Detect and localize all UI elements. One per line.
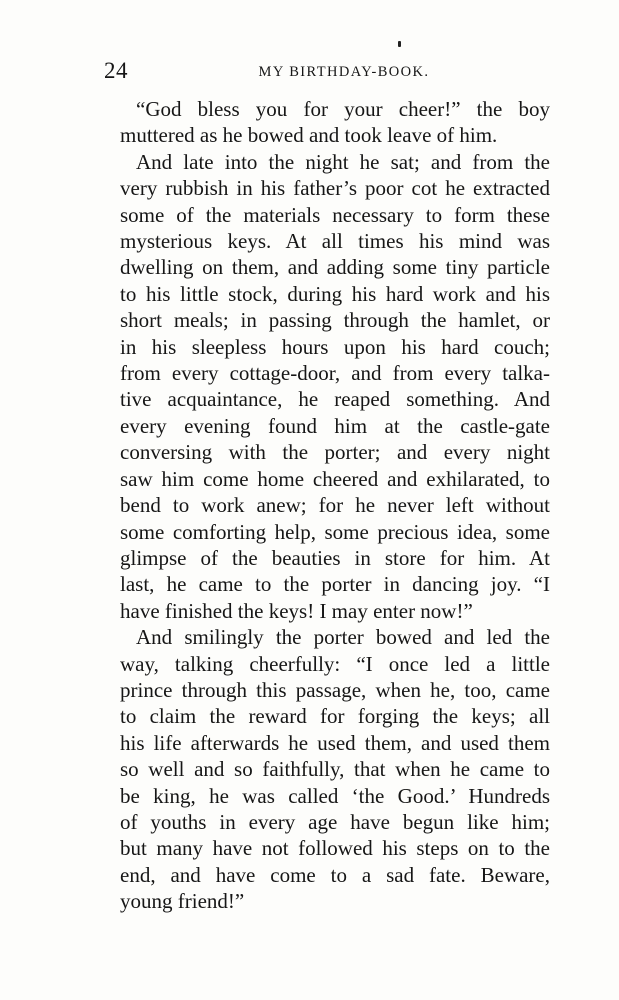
text-line: short meals; in passing through the hamlet, or [120, 308, 550, 333]
text-line: muttered as he bowed and took leave of him. [120, 123, 498, 148]
text-line: some of the materials necessary to form these [120, 202, 550, 227]
text-line: to claim the reward for forging the keys; all [120, 704, 550, 729]
text-line: from every cottage-door, and from every talka- [120, 361, 550, 386]
text-line: so well and so faithfully, that when he came to [120, 757, 550, 782]
text-line: And smilingly the porter bowed and led the [136, 625, 550, 650]
text-line: young friend!” [120, 889, 245, 914]
text-line: very rubbish in his father’s poor cot he extracted [120, 176, 550, 201]
text-line: every evening found him at the castle-gate [120, 413, 550, 438]
page-number: 24 [104, 58, 128, 83]
text-line: “God bless you for your cheer!” the boy [136, 97, 550, 121]
text-line: bend to work anew; for he never left without [120, 493, 550, 518]
paragraph-3 [104, 624, 550, 914]
text-line: prince through this passage, when he, too, came [120, 677, 550, 702]
body-text [104, 96, 550, 915]
text-line: but many have not followed his steps on to the [120, 836, 550, 861]
text-line: last, he came to the porter in dancing joy. “I [120, 572, 550, 597]
text-line: of youths in every age have begun like him; [120, 809, 550, 834]
text-line: saw him come home cheered and exhilarated, to [120, 466, 550, 491]
text-line: And late into the night he sat; and from the [136, 149, 550, 174]
ink-speck [398, 41, 401, 47]
text-line: dwelling on them, and adding some tiny particle [120, 255, 550, 280]
text-line: his life afterwards he used them, and used them [120, 730, 550, 755]
text-line: mysterious keys. At all times his mind was [120, 229, 550, 254]
text-line: to his little stock, during his hard work and his [120, 281, 550, 306]
paragraph-2 [104, 149, 550, 624]
text-line: way, talking cheerfully: “I once led a little [120, 651, 550, 676]
text-line: conversing with the porter; and every night [120, 440, 550, 465]
paragraph-1 [104, 96, 550, 149]
text-line: glimpse of the beauties in store for him. At [120, 545, 550, 570]
text-line: have finished the keys! I may enter now!” [120, 598, 473, 623]
text-line: some comforting help, some precious idea, some [120, 519, 550, 544]
page-header [104, 58, 550, 88]
text-line: end, and have come to a sad fate. Beware, [120, 862, 550, 887]
running-title: MY BIRTHDAY-BOOK. [258, 64, 430, 80]
text-line: in his sleepless hours upon his hard couch; [120, 334, 550, 359]
text-line: tive acquaintance, he reaped something. And [120, 387, 550, 412]
text-line: be king, he was called ‘the Good.’ Hundreds [120, 783, 550, 808]
